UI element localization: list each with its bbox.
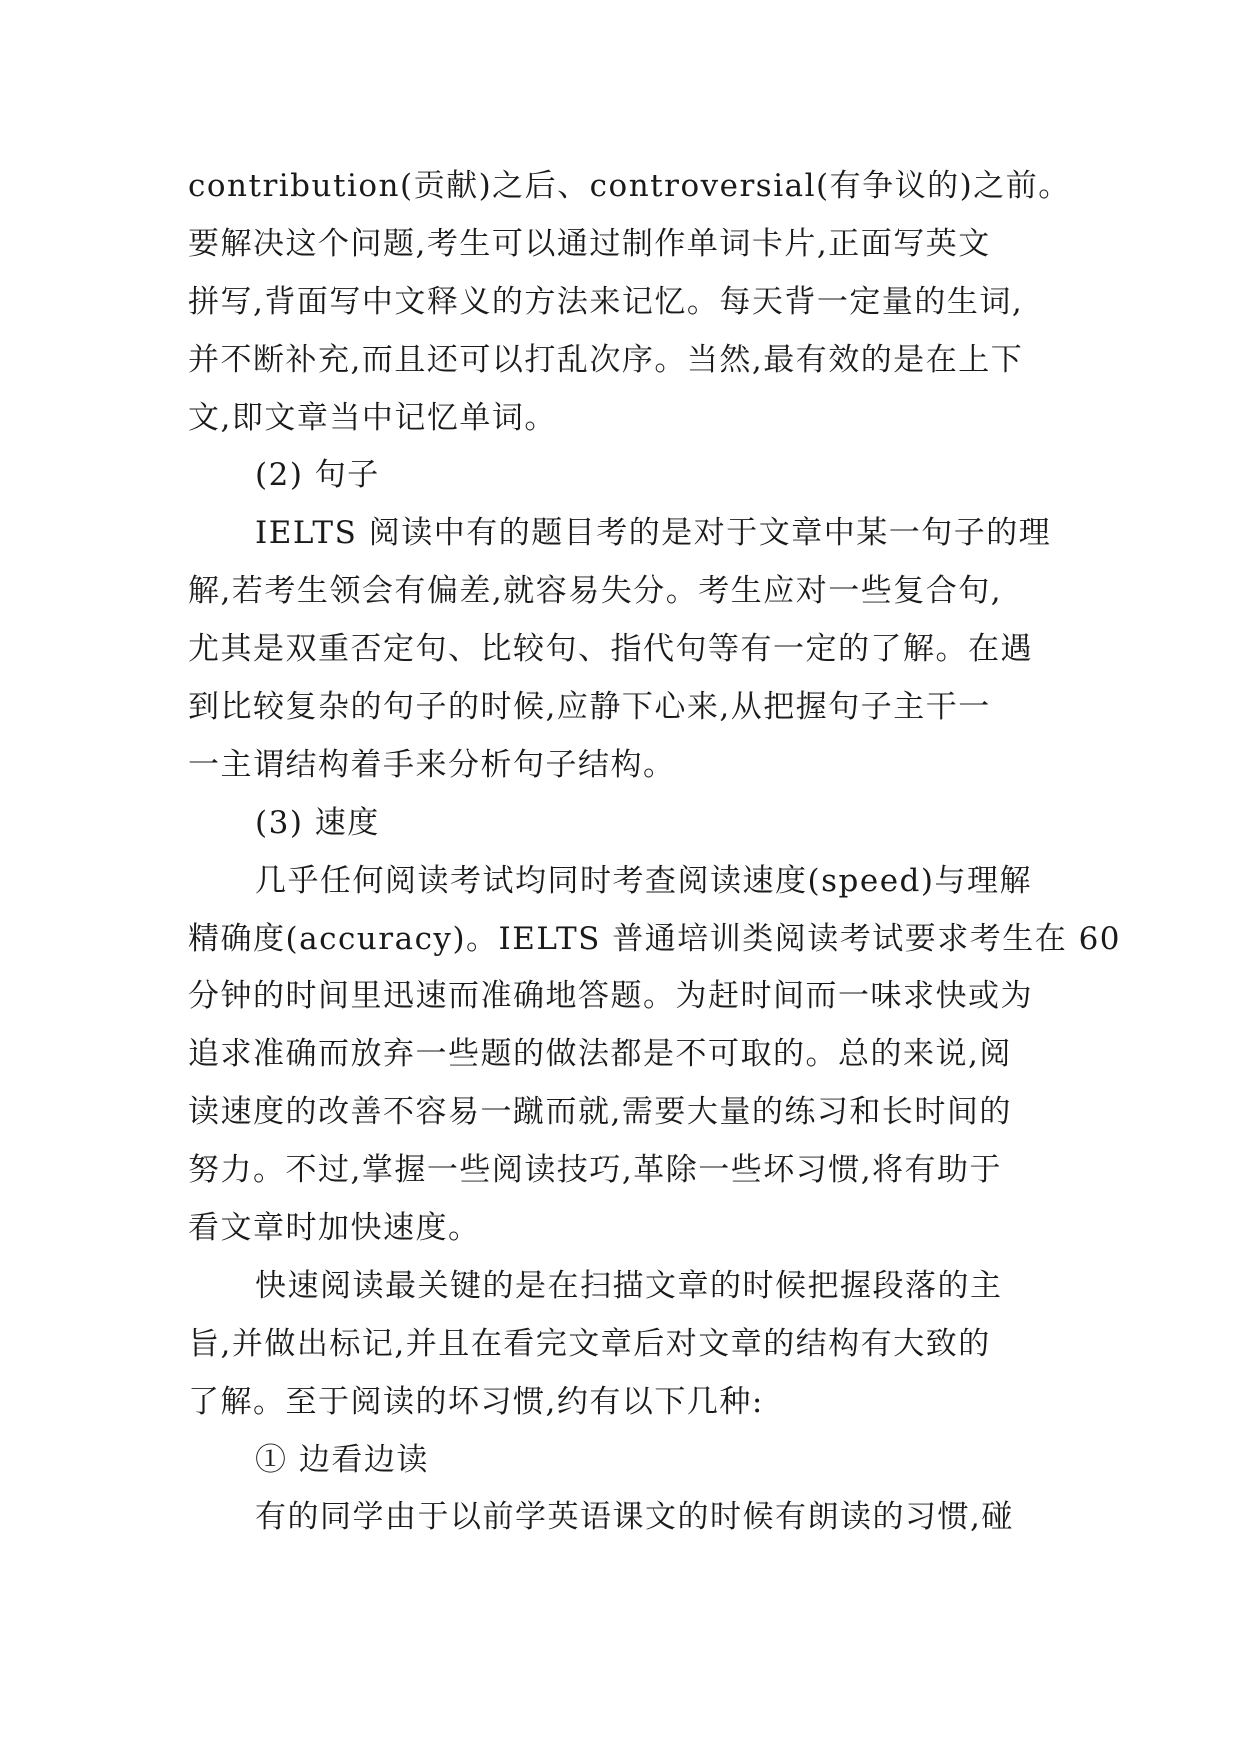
paragraph-start-line: 几乎任何阅读考试均同时考查阅读速度(speed)与理解 (255, 862, 1032, 899)
text-line: 文,即文章当中记忆单词。 (188, 399, 557, 436)
text-line: 并不断补充,而且还可以打乱次序。当然,最有效的是在上下 (188, 341, 1024, 378)
text-line: 读速度的改善不容易一蹴而就,需要大量的练习和长时间的 (188, 1094, 1012, 1131)
text-line: 分钟的时间里迅速而准确地答题。为赶时间而一味求快或为 (188, 978, 1033, 1015)
text-line: 追求准确而放弃一些题的做法都是不可取的。总的来说,阅 (188, 1036, 1012, 1073)
text-line: 解,若考生领会有偏差,就容易失分。考生应对一些复合句, (188, 573, 1003, 610)
paragraph-start-line: 快速阅读最关键的是在扫描文章的时候把握段落的主 (255, 1267, 1003, 1304)
list-item-heading: ① 边看边读 (255, 1441, 429, 1478)
paragraph-start-line: IELTS 阅读中有的题目考的是对于文章中某一句子的理 (255, 515, 1052, 552)
text-line: 努力。不过,掌握一些阅读技巧,革除一些坏习惯,将有助于 (188, 1152, 1003, 1189)
text-line: contribution(贡献)之后、controversial(有争议的)之前。 (188, 168, 1071, 204)
text-line: 到比较复杂的句子的时候,应静下心来,从把握句子主干一 (188, 689, 991, 726)
text-line: 一主谓结构着手来分析句子结构。 (188, 746, 676, 783)
text-line: 精确度(accuracy)。IELTS 普通培训类阅读考试要求考生在 60 (188, 920, 1122, 957)
text-line: 尤其是双重否定句、比较句、指代句等有一定的了解。在遇 (188, 631, 1033, 668)
body-text (188, 158, 1122, 1547)
text-line: 拼写,背面写中文释义的方法来记忆。每天背一定量的生词, (188, 283, 1024, 320)
section-heading: (2) 句子 (255, 457, 380, 494)
section-heading: (3) 速度 (255, 804, 380, 841)
text-line: 要解决这个问题,考生可以通过制作单词卡片,正面写英文 (188, 225, 991, 262)
text-line: 看文章时加快速度。 (188, 1210, 481, 1247)
text-line: 旨,并做出标记,并且在看完文章后对文章的结构有大致的 (188, 1325, 991, 1362)
text-line: 了解。至于阅读的坏习惯,约有以下几种: (188, 1383, 764, 1420)
paragraph-start-line: 有的同学由于以前学英语课文的时候有朗读的习惯,碰 (255, 1499, 1014, 1536)
